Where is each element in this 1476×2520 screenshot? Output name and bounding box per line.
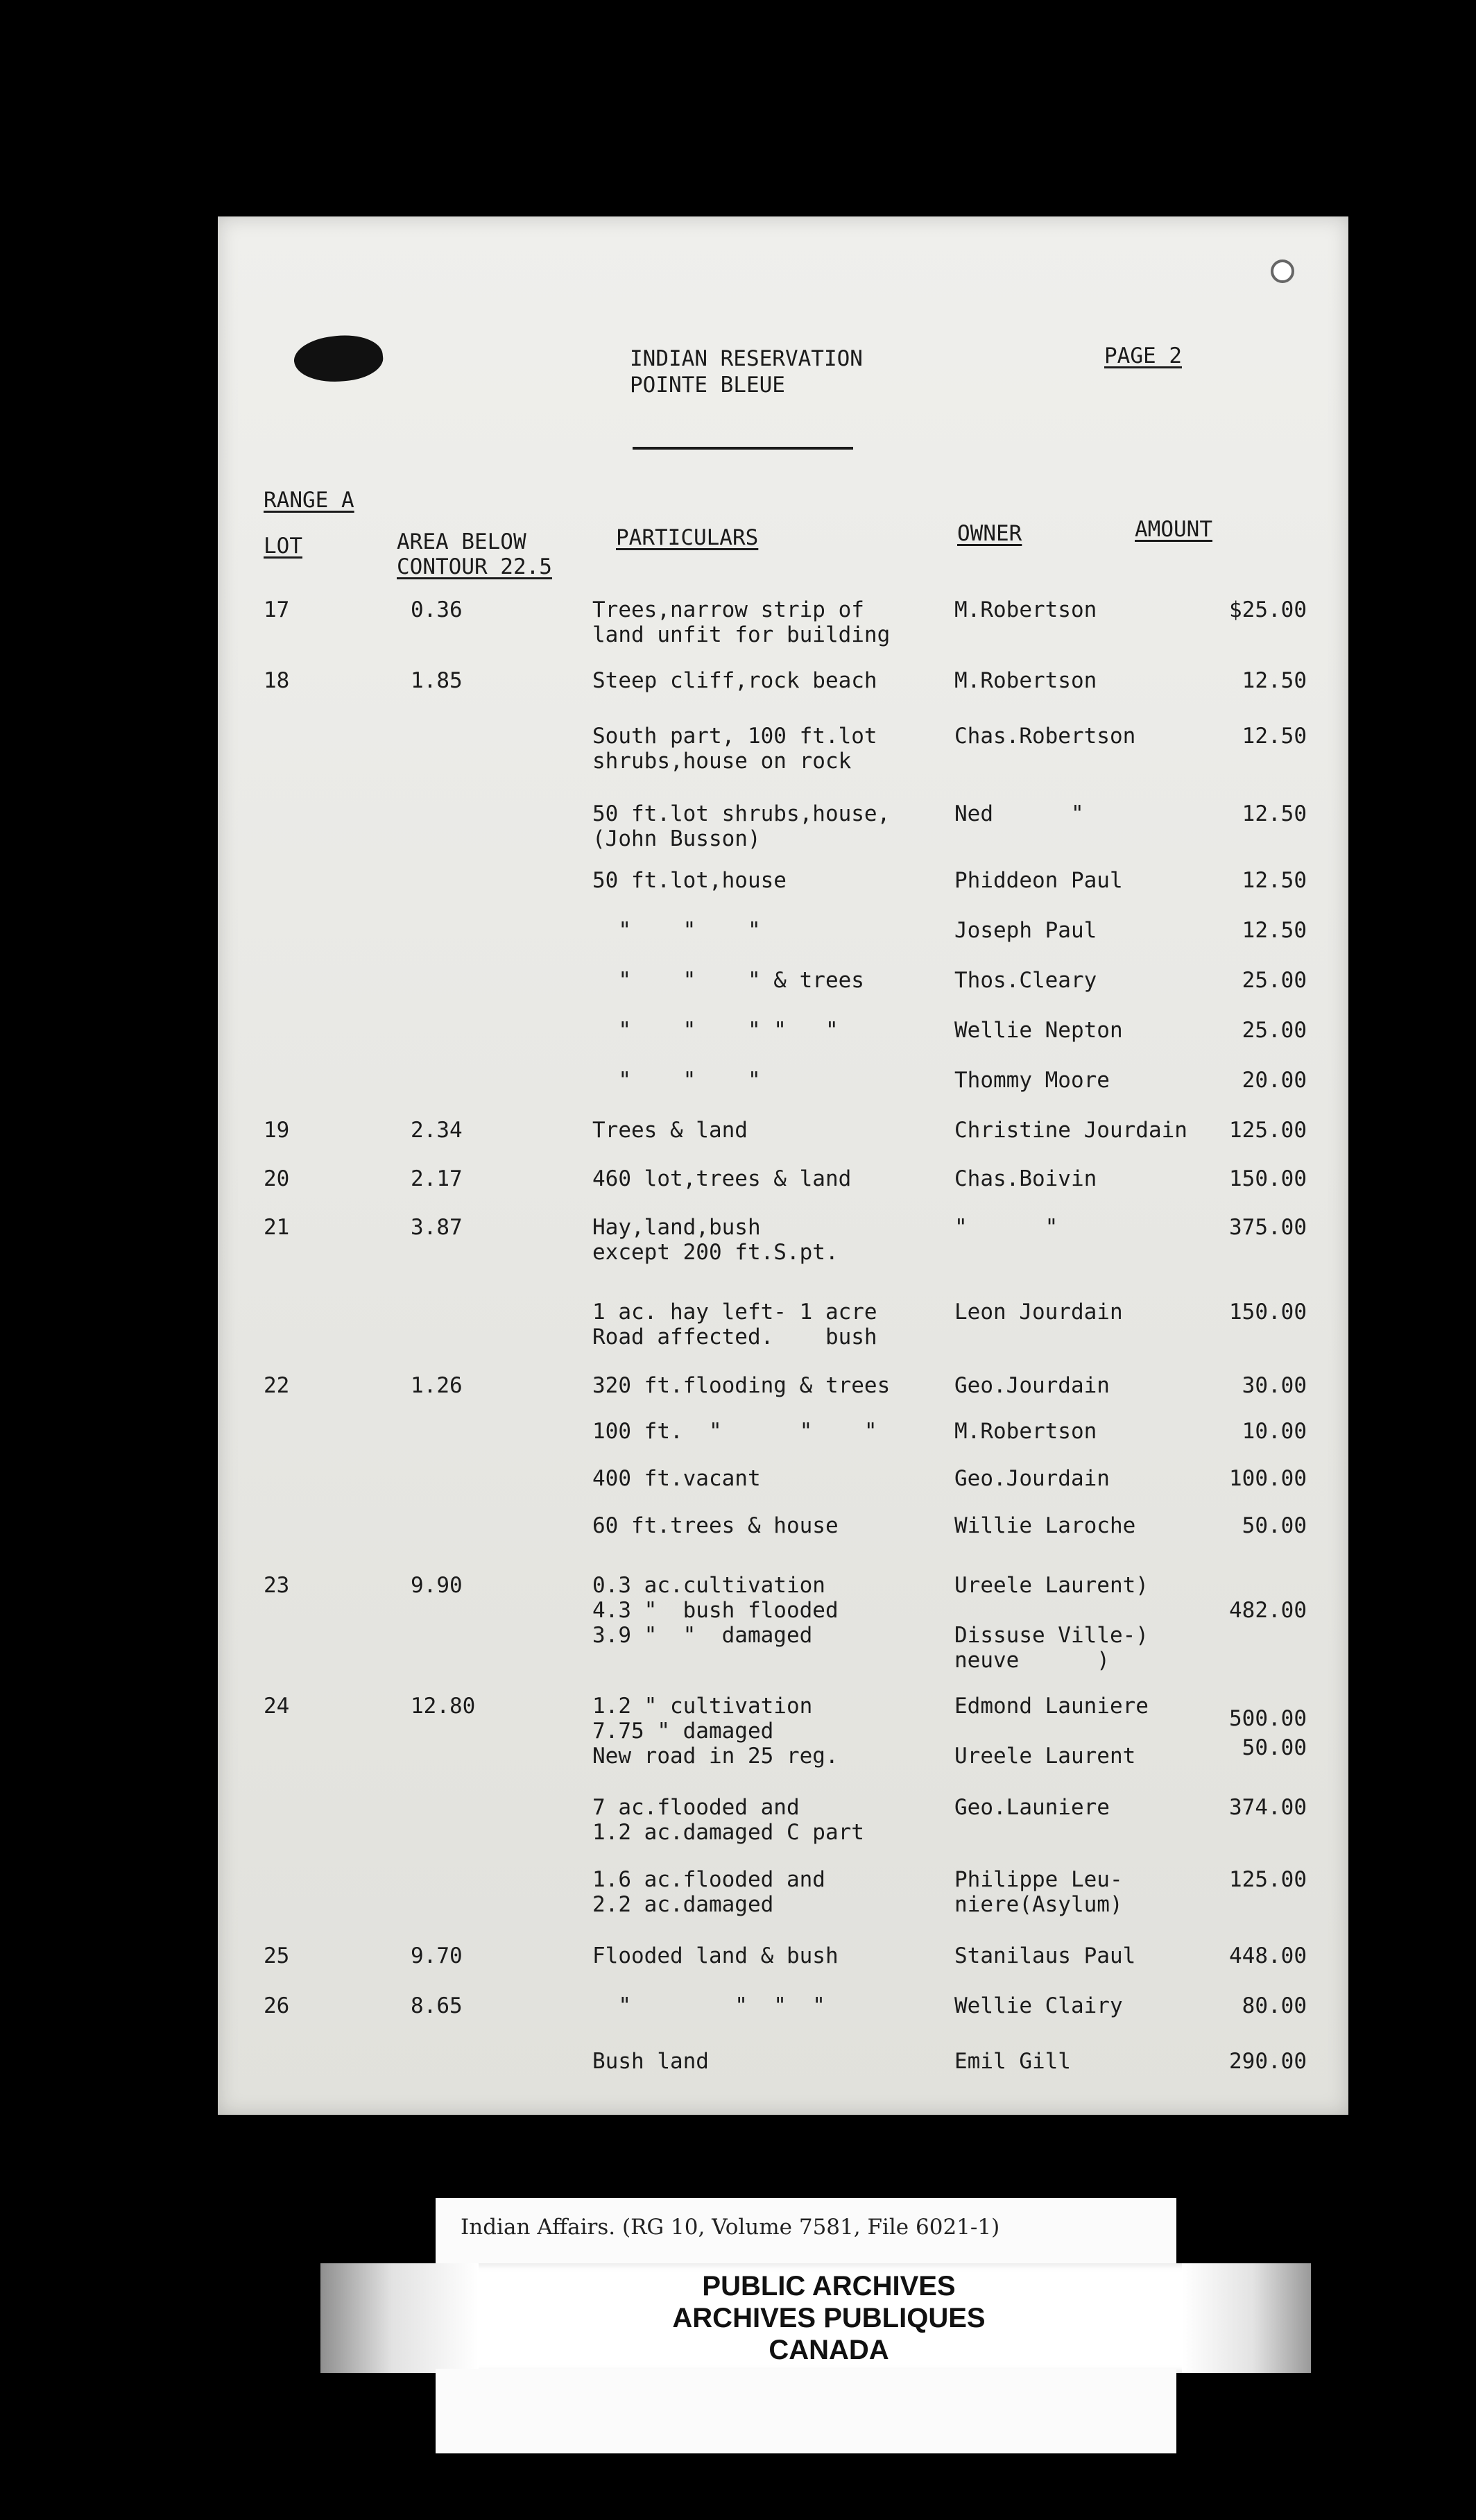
row-particulars-line: 7 ac.flooded and xyxy=(592,1795,800,1820)
row-area: 0.36 xyxy=(411,597,463,622)
row-particulars-line: 1.6 ac.flooded and xyxy=(592,1867,825,1892)
row-particulars-line: 1.2 ac.damaged C part xyxy=(592,1820,864,1845)
row-area: 8.65 xyxy=(411,1993,463,2018)
archive-line3: CANADA xyxy=(769,2335,889,2365)
row-owner-line: Emil Gill xyxy=(954,2049,1071,2074)
row-owner-line: Stanilaus Paul xyxy=(954,1943,1136,1968)
row-amount: 12.50 xyxy=(1242,868,1307,893)
row-amount: 448.00 xyxy=(1229,1943,1307,1968)
row-particulars-line: Steep cliff,rock beach xyxy=(592,668,877,693)
row-owner-line: Ned " xyxy=(954,801,1084,826)
row-particulars-line: shrubs,house on rock xyxy=(592,749,852,774)
row-amount: 125.00 xyxy=(1229,1118,1307,1143)
row-owner-line: Christine Jourdain xyxy=(954,1118,1187,1143)
row-owner-line: M.Robertson xyxy=(954,668,1097,693)
row-lot: 17 xyxy=(264,597,290,622)
row-lot: 18 xyxy=(264,668,290,693)
document-page xyxy=(218,216,1348,2115)
col-particulars: PARTICULARS xyxy=(616,525,759,550)
row-amount: 10.00 xyxy=(1242,1419,1307,1444)
range-heading: RANGE A xyxy=(264,488,354,513)
row-lot: 20 xyxy=(264,1166,290,1191)
row-amount: 12.50 xyxy=(1242,918,1307,943)
row-amount: 375.00 xyxy=(1229,1215,1307,1240)
row-particulars-line: " " " & trees xyxy=(592,968,864,993)
band-edge-right xyxy=(1182,2263,1311,2373)
row-particulars-line: 4.3 " bush flooded xyxy=(592,1598,839,1623)
row-owner-line: niere(Asylum) xyxy=(954,1892,1123,1917)
row-owner-line: Wellie Nepton xyxy=(954,1018,1123,1043)
title-rule xyxy=(633,447,853,450)
row-particulars-line: South part, 100 ft.lot xyxy=(592,724,877,749)
row-particulars-line: 50 ft.lot shrubs,house, xyxy=(592,801,891,826)
row-lot: 25 xyxy=(264,1943,290,1968)
row-owner-line: Joseph Paul xyxy=(954,918,1097,943)
row-particulars-line: except 200 ft.S.pt. xyxy=(592,1240,839,1265)
row-particulars-line: 60 ft.trees & house xyxy=(592,1513,839,1538)
row-area: 9.90 xyxy=(411,1573,463,1598)
row-amount: 500.00 xyxy=(1229,1706,1307,1731)
row-amount: 374.00 xyxy=(1229,1795,1307,1820)
row-owner-line: Geo.Jourdain xyxy=(954,1373,1110,1398)
row-owner-line: Ureele Laurent) xyxy=(954,1573,1149,1598)
row-owner-line: Dissuse Ville-) xyxy=(954,1623,1149,1648)
row-amount: 12.50 xyxy=(1242,724,1307,749)
row-owner-line: Geo.Launiere xyxy=(954,1795,1110,1820)
row-particulars-line: 50 ft.lot,house xyxy=(592,868,787,893)
row-amount: 150.00 xyxy=(1229,1300,1307,1325)
row-owner-line: Wellie Clairy xyxy=(954,1993,1123,2018)
row-particulars-line: " " " " " xyxy=(592,1018,839,1043)
col-lot: LOT xyxy=(264,534,302,559)
row-amount: 25.00 xyxy=(1242,968,1307,993)
col-area-line1: AREA BELOW xyxy=(397,529,526,554)
row-amount: 290.00 xyxy=(1229,2049,1307,2074)
row-owner-line: Willie Laroche xyxy=(954,1513,1136,1538)
row-particulars-line: 3.9 " " damaged xyxy=(592,1623,813,1648)
row-area: 2.34 xyxy=(411,1118,463,1143)
row-particulars-line: Hay,land,bush xyxy=(592,1215,761,1240)
row-amount: 30.00 xyxy=(1242,1373,1307,1398)
row-owner-line: Edmond Launiere xyxy=(954,1694,1149,1719)
row-amount: $25.00 xyxy=(1229,597,1307,622)
row-owner-line: Thos.Cleary xyxy=(954,968,1097,993)
archive-line1: PUBLIC ARCHIVES xyxy=(702,2271,956,2301)
row-amount: 150.00 xyxy=(1229,1166,1307,1191)
row-particulars-line: 400 ft.vacant xyxy=(592,1466,761,1491)
row-lot: 24 xyxy=(264,1694,290,1719)
row-particulars-line: " " " xyxy=(592,1068,761,1093)
title-line1: INDIAN RESERVATION xyxy=(630,346,863,371)
row-particulars-line: 1 ac. hay left- 1 acre xyxy=(592,1300,877,1325)
row-owner-line: Leon Jourdain xyxy=(954,1300,1123,1325)
row-particulars-line: 0.3 ac.cultivation xyxy=(592,1573,825,1598)
row-owner-line: M.Robertson xyxy=(954,597,1097,622)
row-lot: 22 xyxy=(264,1373,290,1398)
row-lot: 21 xyxy=(264,1215,290,1240)
row-particulars-line: 100 ft. " " " xyxy=(592,1419,877,1444)
row-amount: 100.00 xyxy=(1229,1466,1307,1491)
row-owner-line: M.Robertson xyxy=(954,1419,1097,1444)
row-particulars-line: 2.2 ac.damaged xyxy=(592,1892,774,1917)
ink-blot xyxy=(292,331,385,386)
row-lot: 23 xyxy=(264,1573,290,1598)
row-particulars-line: Trees,narrow strip of xyxy=(592,597,864,622)
row-owner-line: Geo.Jourdain xyxy=(954,1466,1110,1491)
row-particulars-line: New road in 25 reg. xyxy=(592,1744,839,1769)
row-owner-line: Philippe Leu- xyxy=(954,1867,1123,1892)
col-owner: OWNER xyxy=(957,521,1022,546)
row-particulars-line: Bush land xyxy=(592,2049,709,2074)
row-lot: 19 xyxy=(264,1118,290,1143)
col-amount: AMOUNT xyxy=(1135,517,1212,542)
row-owner-line: Ureele Laurent xyxy=(954,1744,1136,1769)
row-area: 2.17 xyxy=(411,1166,463,1191)
archive-label-bottom xyxy=(436,2369,1176,2453)
row-particulars-line: " " " " xyxy=(592,1993,825,2018)
title-line2: POINTE BLEUE xyxy=(630,373,785,398)
row-amount-secondary: 50.00 xyxy=(1242,1735,1307,1760)
band-edge-left xyxy=(320,2263,479,2373)
row-particulars-line: 460 lot,trees & land xyxy=(592,1166,852,1191)
row-particulars-line: 7.75 " damaged xyxy=(592,1719,774,1744)
row-particulars-line: Flooded land & bush xyxy=(592,1943,839,1968)
row-owner-line: Chas.Boivin xyxy=(954,1166,1097,1191)
row-amount: 125.00 xyxy=(1229,1867,1307,1892)
row-amount: 12.50 xyxy=(1242,801,1307,826)
row-particulars-line: (John Busson) xyxy=(592,826,761,851)
row-area: 12.80 xyxy=(411,1694,476,1719)
punch-hole xyxy=(1271,259,1294,283)
row-particulars-line: " " " xyxy=(592,918,761,943)
row-owner-line: Thommy Moore xyxy=(954,1068,1110,1093)
archive-line2: ARCHIVES PUBLIQUES xyxy=(672,2303,986,2333)
row-particulars-line: Road affected. bush xyxy=(592,1325,877,1350)
row-particulars-line: Trees & land xyxy=(592,1118,748,1143)
row-area: 9.70 xyxy=(411,1943,463,1968)
row-amount: 50.00 xyxy=(1242,1513,1307,1538)
row-amount: 20.00 xyxy=(1242,1068,1307,1093)
row-amount: 12.50 xyxy=(1242,668,1307,693)
col-area-line2: CONTOUR 22.5 xyxy=(397,554,552,579)
row-amount: 80.00 xyxy=(1242,1993,1307,2018)
row-owner-line: Chas.Robertson xyxy=(954,724,1136,749)
row-area: 1.26 xyxy=(411,1373,463,1398)
row-owner-line: " " xyxy=(954,1215,1058,1240)
row-particulars-line: land unfit for building xyxy=(592,622,891,647)
page-number: PAGE 2 xyxy=(1104,343,1182,368)
row-owner-line: neuve ) xyxy=(954,1648,1110,1673)
row-lot: 26 xyxy=(264,1993,290,2018)
archive-reference: Indian Affairs. (RG 10, Volume 7581, File 6021-1) xyxy=(461,2215,1000,2240)
row-area: 3.87 xyxy=(411,1215,463,1240)
row-amount: 25.00 xyxy=(1242,1018,1307,1043)
row-particulars-line: 320 ft.flooding & trees xyxy=(592,1373,891,1398)
row-amount: 482.00 xyxy=(1229,1598,1307,1623)
row-area: 1.85 xyxy=(411,668,463,693)
row-owner-line: Phiddeon Paul xyxy=(954,868,1123,893)
row-particulars-line: 1.2 " cultivation xyxy=(592,1694,813,1719)
